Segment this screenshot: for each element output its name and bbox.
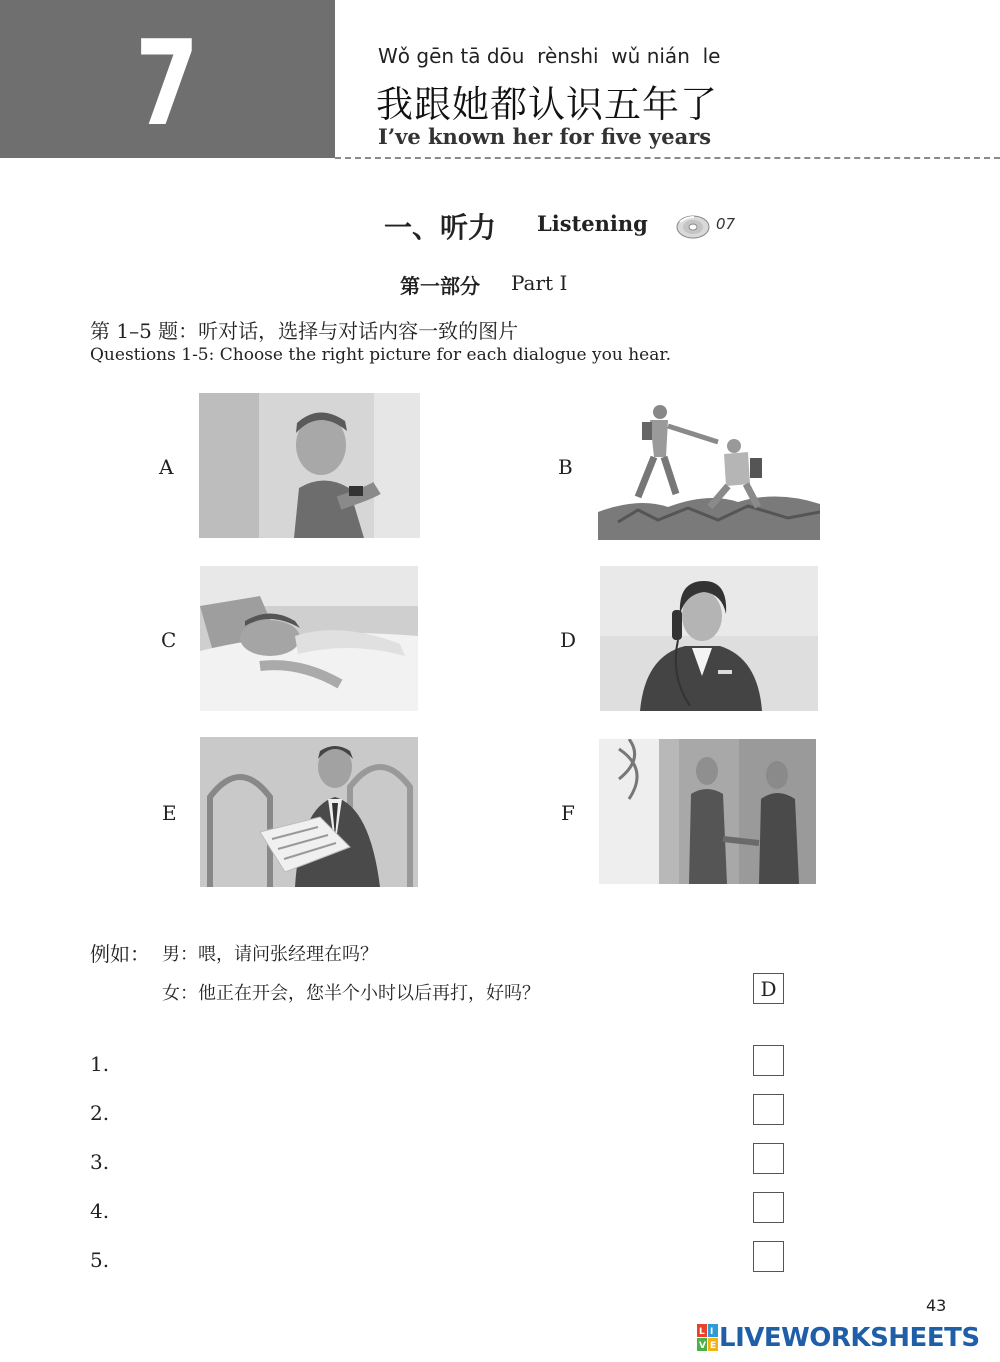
example-answer-box: D	[753, 973, 784, 1004]
picture-letter-b: B	[558, 455, 573, 479]
lesson-number-box	[0, 0, 335, 158]
picture-letter-c: C	[161, 628, 177, 652]
section-title-chinese: 一、听力	[384, 211, 497, 244]
section-title-english: Listening	[537, 211, 648, 236]
picture-d-woman-on-phone	[600, 566, 818, 711]
liveworksheets-logo[interactable]	[697, 1323, 980, 1353]
question-2-number: 2.	[90, 1101, 110, 1125]
question-1-number: 1.	[90, 1052, 110, 1076]
title-pinyin: Wǒ gēn tā dōu rènshi wǔ nián le	[378, 44, 721, 68]
picture-e-man-reading-newspaper	[200, 737, 418, 887]
instructions-english: Questions 1-5: Choose the right picture for each dialogue you hear.	[90, 345, 672, 365]
example-dialogue-man: 男：喂，请问张经理在吗？	[162, 944, 378, 965]
example-label: 例如：	[90, 942, 150, 966]
picture-letter-f: F	[561, 801, 575, 825]
instructions-chinese: 第 1–5 题：听对话，选择与对话内容一致的图片	[90, 319, 519, 343]
question-4-number: 4.	[90, 1199, 110, 1223]
question-2-answer-box[interactable]	[753, 1094, 784, 1125]
picture-letter-d: D	[560, 628, 577, 652]
picture-letter-e: E	[162, 801, 177, 825]
picture-c-man-asleep-at-laptop	[200, 566, 418, 711]
svg-text:I: I	[710, 1327, 714, 1337]
picture-a-man-checking-watch	[199, 393, 420, 538]
lesson-title-chinese: 我跟她都认识五年了	[376, 83, 718, 126]
question-5-number: 5.	[90, 1248, 110, 1272]
picture-f-businessmen-handshake	[599, 739, 816, 884]
audio-cd-icon[interactable]	[676, 212, 712, 240]
header-divider	[335, 157, 1000, 159]
question-4-answer-box[interactable]	[753, 1192, 784, 1223]
question-3-answer-box[interactable]	[753, 1143, 784, 1174]
question-5-answer-box[interactable]	[753, 1241, 784, 1272]
liveworksheets-logo-icon	[697, 1324, 719, 1352]
example-dialogue-woman: 女：他正在开会，您半个小时以后再打，好吗？	[162, 983, 540, 1004]
picture-letter-a: A	[159, 455, 174, 479]
part-title-chinese: 第一部分	[400, 274, 480, 298]
question-1-answer-box[interactable]	[753, 1045, 784, 1076]
page-number: 43	[926, 1296, 947, 1315]
lesson-title-english: I’ve known her for five years	[378, 124, 712, 149]
svg-text:L: L	[699, 1327, 705, 1337]
liveworksheets-logo-text: LIVEWORKSHEETS	[719, 1323, 980, 1353]
part-title-english: Part Ⅰ	[511, 271, 568, 295]
picture-b-climbers-helping	[598, 402, 820, 540]
lesson-number: 7	[135, 14, 200, 152]
audio-track-number: 07	[716, 215, 736, 233]
question-3-number: 3.	[90, 1150, 110, 1174]
svg-text:E: E	[710, 1341, 717, 1351]
svg-text:V: V	[699, 1341, 706, 1351]
